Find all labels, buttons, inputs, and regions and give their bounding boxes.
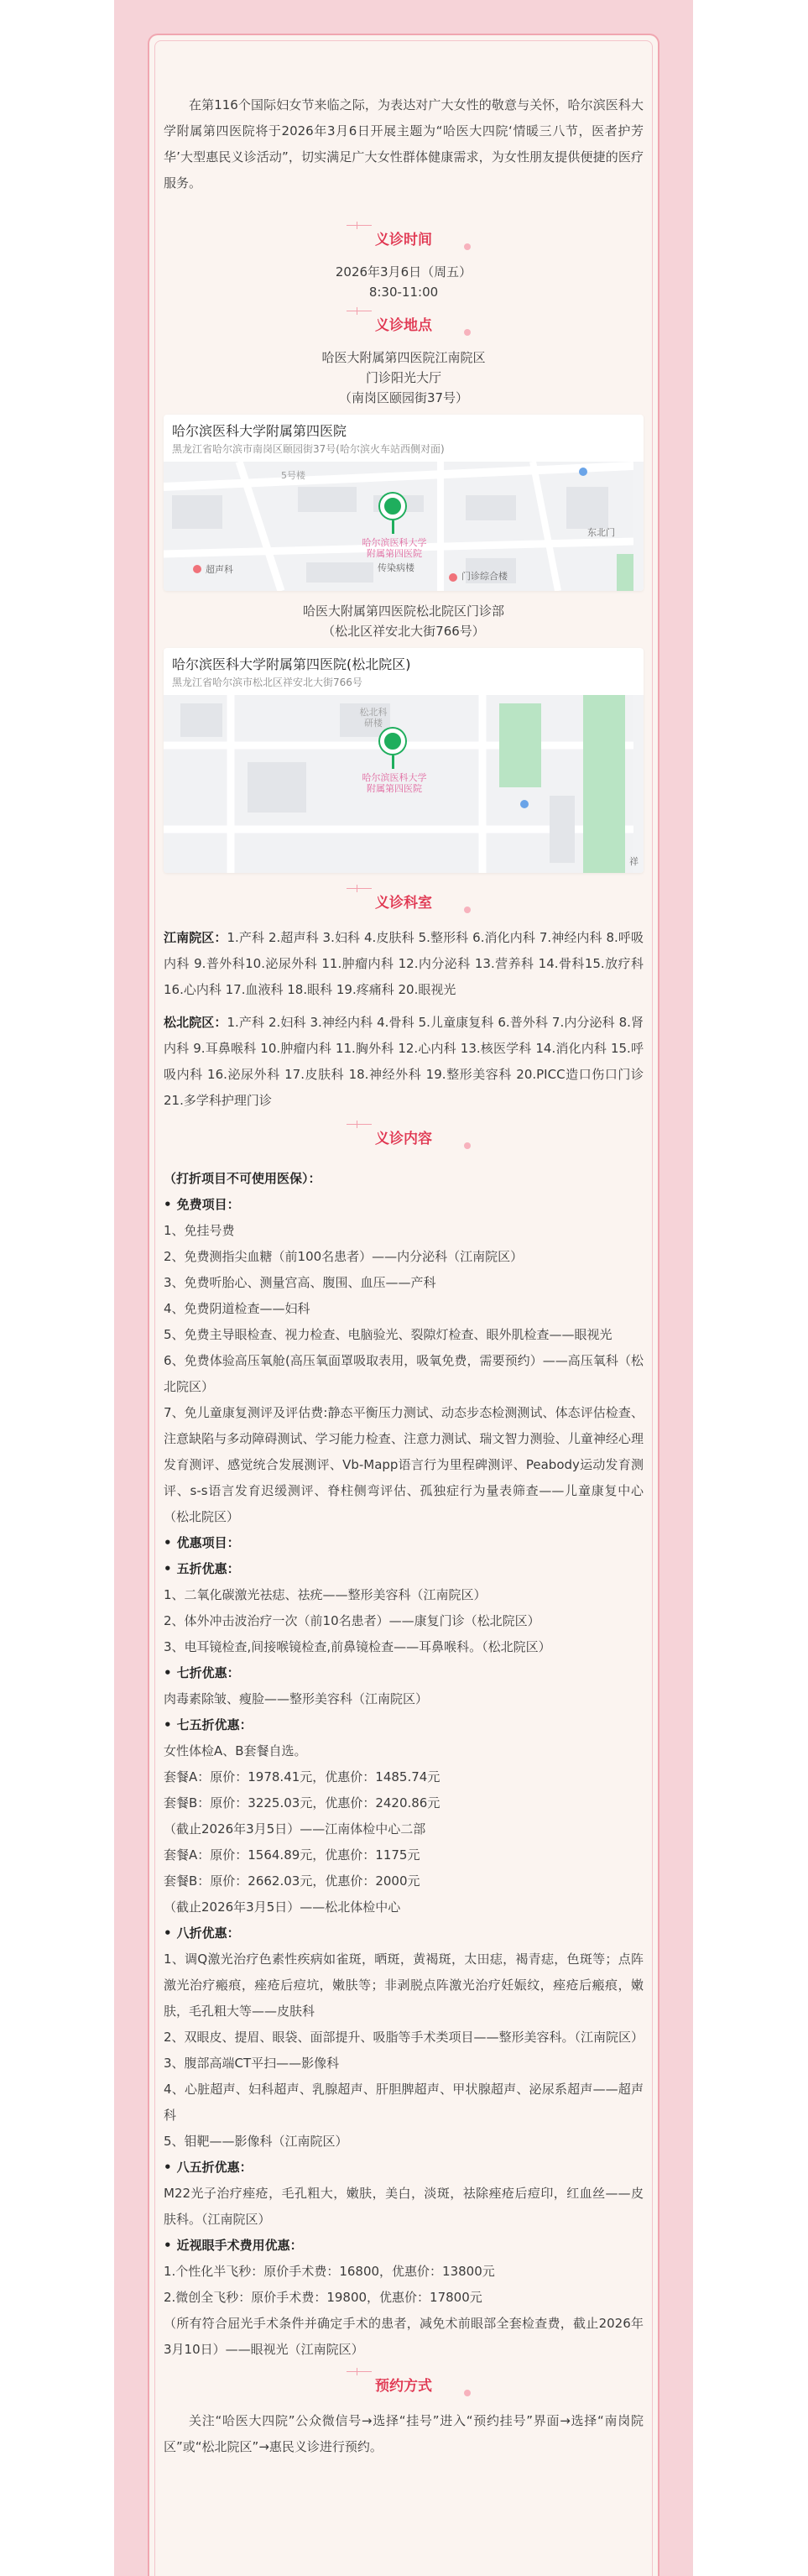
map-view[interactable] xyxy=(164,695,644,873)
content-line: 7、免儿童康复测评及评估费:静态平衡压力测试、动态步态检测测试、体态评估检查、注意缺陷与多动障碍测试、学习能力检查、注意力测试、瑞文智力测验、儿童神经心理发育测评、感觉统合发展测评、Vb-Mapp语言行为里程碑测评、Peabody运动发育测评、s-s语言发育迟缓测评、脊柱侧弯评估、孤独症行为量表筛查——儿童康复中心（松北院区） xyxy=(164,1405,644,1524)
content-line: • 近视眼手术费用优惠： xyxy=(164,2233,644,2259)
content-line: • 八折优惠： xyxy=(164,1920,644,1946)
section-title-place: 义诊地点 xyxy=(164,307,644,344)
content-line: 1.个性化半飞秒：原价手术费：16800，优惠价：13800元 xyxy=(164,2264,495,2279)
content-line: 3、电耳镜检查,间接喉镜检查,前鼻镜检查——耳鼻喉科。（松北院区） xyxy=(164,1639,551,1654)
map-label: 门诊综合楼 xyxy=(461,571,508,582)
map-place-name: 哈尔滨医科大学附属第四医院(松北院区) xyxy=(172,656,411,672)
content-line: 2.微创全飞秒：原价手术费：19800，优惠价：17800元 xyxy=(164,2290,482,2305)
map-place-name: 哈尔滨医科大学附属第四医院 xyxy=(172,423,347,439)
content-line: 女性体检A、B套餐自选。 xyxy=(164,1743,307,1758)
content-line: 1、调Q激光治疗色素性疾病如雀斑，晒斑，黄褐斑，太田痣，褐青痣，色斑等；点阵激光治疗瘢痕，痤疮后痘坑，嫩肤等；非剥脱点阵激光治疗妊娠纹，痤疮后瘢痕，嫩肤，毛孔粗大等——皮肤科 xyxy=(164,1952,644,2019)
content-line: 3、腹部高端CT平扫——影像科 xyxy=(164,2056,340,2071)
map-card-jiangnan[interactable] xyxy=(164,415,644,591)
content-line: 6、免费体验高压氧舱(高压氧面罩吸取表用，吸氧免费，需要预约）——高压氧科（松北院区） xyxy=(164,1353,644,1394)
intro-paragraph: 在第116个国际妇女节来临之际，为表达对广大女性的敬意与关怀，哈尔滨医科大学附属第四医院将于2026年3月6日开展主题为“哈医大四院‘情暖三八节，医者护芳华’大型惠民义诊活动”，切实满足广大女性群体健康需求，为女性朋友提供便捷的医疗服务。 xyxy=(164,97,644,191)
map-label: 祥 xyxy=(629,856,639,867)
section-title-content: 义诊内容 xyxy=(164,1121,644,1157)
article-content xyxy=(164,92,644,2485)
event-date: 2026年3月6日（周五） xyxy=(335,264,472,280)
place-songbei-address: 哈医大附属第四医院松北院区门诊部 （松北区祥安北大街766号） xyxy=(302,604,504,639)
content-line: （截止2026年3月5日）——松北体检中心 xyxy=(164,1899,401,1915)
map-pin-label: 哈尔滨医科大学 附属第四医院 xyxy=(362,537,427,559)
content-line: 2、免费测指尖血糖（前100名患者）——内分泌科（江南院区） xyxy=(164,1249,524,1264)
content-line: • 优惠项目： xyxy=(164,1530,644,1556)
content-line: 4、免费阴道检查——妇科 xyxy=(164,1301,310,1316)
content-line: • 七五折优惠： xyxy=(164,1712,644,1738)
section-title-departments: 义诊科室 xyxy=(164,885,644,922)
content-line: • 八五折优惠： xyxy=(164,2155,644,2181)
map-pin-icon xyxy=(380,729,405,754)
content-line: 套餐A：原价：1978.41元，优惠价：1485.74元 xyxy=(164,1769,440,1784)
event-hours: 8:30-11:00 xyxy=(368,285,439,300)
map-label: 5号楼 xyxy=(281,470,305,481)
content-line: 1、免挂号费 xyxy=(164,1223,235,1238)
content-line: 1、二氧化碳激光祛痣、祛疣——整形美容科（江南院区） xyxy=(164,1587,487,1602)
map-label: 东北门 xyxy=(587,527,615,538)
content-line: 2、双眼皮、提眉、眼袋、面部提升、吸脂等手术类项目——整形美容科。（江南院区） xyxy=(164,2030,644,2045)
content-line: 5、钼靶——影像科（江南院区） xyxy=(164,2134,348,2149)
content-line: （打折项目不可使用医保）： xyxy=(164,1171,321,1186)
map-view[interactable] xyxy=(164,462,644,591)
content-line: 套餐B：原价：3225.03元，优惠价：2420.86元 xyxy=(164,1795,440,1811)
content-line: （所有符合屈光手术条件并确定手术的患者，减免术前眼部全套检查费，截止2026年3月10日）——眼视光（江南院区） xyxy=(164,2316,644,2357)
map-place-address: 黑龙江省哈尔滨市南岗区颐园街37号(哈尔滨火车站西侧对面) xyxy=(172,443,445,455)
section-title-time: 义诊时间 xyxy=(164,222,644,259)
map-pin-label: 哈尔滨医科大学 附属第四医院 xyxy=(362,772,427,794)
content-line: • 五折优惠： xyxy=(164,1556,644,1582)
map-label: 超声科 xyxy=(206,564,233,575)
map-pin-icon xyxy=(380,494,405,519)
map-card-songbei[interactable] xyxy=(164,648,644,873)
content-line: M22光子治疗痤疮，毛孔粗大，嫩肤，美白，淡斑，祛除痤疮后痘印，红血丝——皮肤科。（江南院区） xyxy=(164,2186,644,2227)
content-line: 4、心脏超声、妇科超声、乳腺超声、肝胆脾超声、甲状腺超声、泌尿系超声——超声科 xyxy=(164,2082,644,2123)
place-jiangnan-address: 哈医大附属第四医院江南院区 门诊阳光大厅 （南岗区颐园街37号） xyxy=(321,350,486,405)
content-line: 肉毒素除皱、瘦脸——整形美容科（江南院区） xyxy=(164,1691,429,1706)
map-label: 松北科研楼 xyxy=(359,707,388,729)
section-title-booking: 预约方式 xyxy=(164,2368,644,2405)
content-line: （截止2026年3月5日）——江南体检中心二部 xyxy=(164,1821,426,1837)
content-line: • 免费项目： xyxy=(164,1192,644,1218)
content-line: 5、免费主导眼检查、视力检查、电脑验光、裂隙灯检查、眼外肌检查——眼视光 xyxy=(164,1327,613,1342)
content-line: 2、体外冲击波治疗一次（前10名患者）——康复门诊（松北院区） xyxy=(164,1613,540,1628)
departments-songbei: 松北院区：1.产科 2.妇科 3.神经内科 4.骨科 5.儿童康复科 6.普外科 7.内分泌科 8.肾内科 9.耳鼻喉科 10.肿瘤内科 11.胸外科 12.心内科 13.核医学科 14.消化内科 15.呼吸内科 16.泌尿外科 17.皮肤科 18.神经外科 19.整形美容科 20.PICC造口伤口门诊 21.多学科护理门诊 xyxy=(164,1015,644,1108)
content-line: 3、免费听胎心、测量宫高、腹围、血压——产科 xyxy=(164,1275,436,1290)
content-line: • 七折优惠： xyxy=(164,1660,644,1686)
map-label: 传染病楼 xyxy=(378,562,414,573)
event-time xyxy=(164,262,644,302)
content-line: 套餐B：原价：2662.03元，优惠价：2000元 xyxy=(164,1873,420,1889)
content-line: 套餐A：原价：1564.89元，优惠价：1175元 xyxy=(164,1847,420,1863)
booking-paragraph: 关注“哈医大四院”公众微信号→选择“挂号”进入“预约挂号”界面→选择“南岗院区”或“松北院区”→惠民义诊进行预约。 xyxy=(164,2413,644,2454)
map-place-address: 黑龙江省哈尔滨市松北区祥安北大街766号 xyxy=(172,677,362,688)
content-list xyxy=(164,1166,644,2363)
departments-jiangnan: 江南院区：1.产科 2.超声科 3.妇科 4.皮肤科 5.整形科 6.消化内科 7.神经内科 8.呼吸内科 9.普外科10.泌尿外科 11.肿瘤内科 12.内分泌科 13.营养科 14.骨科15.放疗科 16.心内科 17.血液科 18.眼科 19.疼痛科 20.眼视光 xyxy=(164,930,644,997)
